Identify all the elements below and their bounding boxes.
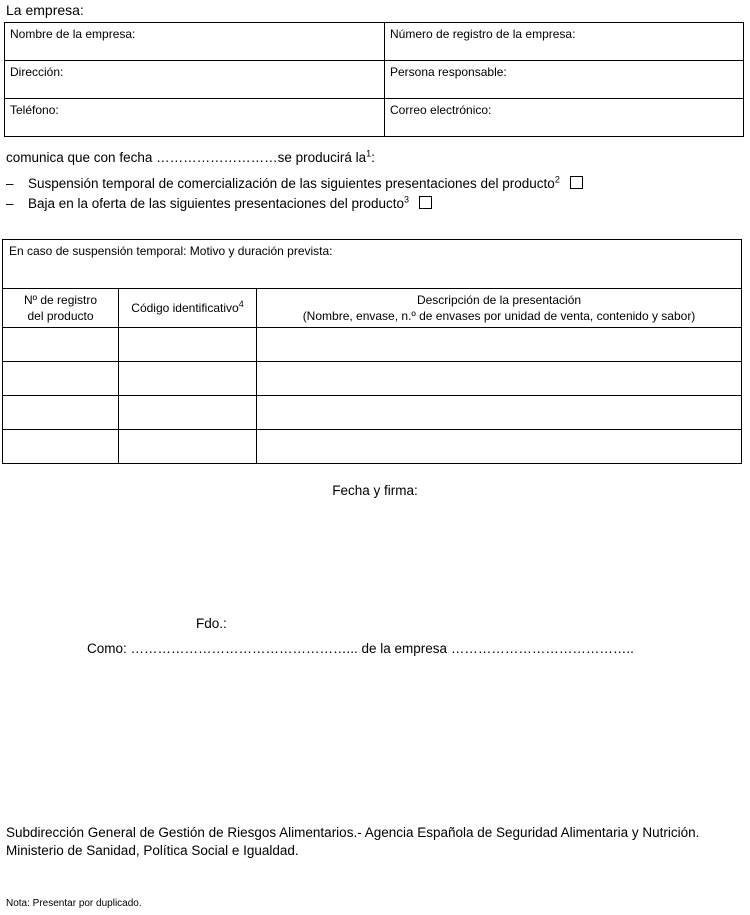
table-row: [5, 23, 744, 61]
table-row: [3, 328, 742, 362]
note-text: Nota: Presentar por duplicado.: [6, 898, 142, 909]
footer-agency: Subdirección General de Gestión de Riesgos Alimentarios.- Agencia Española de Seguridad Alimentaria y Nutrición.: [6, 825, 700, 840]
registro-cell[interactable]: [3, 328, 119, 362]
header-descripcion-line1: Descripción de la presentación: [416, 293, 582, 307]
date-signature-label: Fecha y firma:: [332, 483, 418, 498]
registro-cell[interactable]: [3, 362, 119, 396]
codigo-cell[interactable]: [119, 362, 257, 396]
table-row: [3, 240, 742, 289]
signed-by-label: Fdo.:: [196, 616, 227, 631]
header-codigo: [119, 289, 257, 328]
descripcion-cell[interactable]: [257, 328, 742, 362]
codigo-cell[interactable]: [119, 430, 257, 464]
registro-cell[interactable]: [3, 430, 119, 464]
option-dash: –: [6, 176, 14, 191]
email-field[interactable]: Correo electrónico:: [385, 99, 744, 137]
baja-checkbox[interactable]: [419, 196, 432, 209]
section-heading: La empresa:: [6, 2, 84, 18]
option-baja: [6, 196, 432, 211]
registro-cell[interactable]: [3, 396, 119, 430]
codigo-cell[interactable]: [119, 396, 257, 430]
header-descripcion: [257, 289, 742, 328]
table-row: [5, 61, 744, 99]
responsible-person-field[interactable]: Persona responsable:: [385, 61, 744, 99]
header-registro: [3, 289, 119, 328]
header-registro-line2: del producto: [27, 309, 94, 323]
statement-text: comunica que con fecha ………………………se producirá la: [6, 150, 367, 165]
address-field[interactable]: Dirección:: [5, 61, 385, 99]
option-label: Suspensión temporal de comercialización de las siguientes presentaciones del producto: [28, 176, 555, 191]
footnote-marker: 1: [366, 148, 372, 159]
company-name-field[interactable]: Nombre de la empresa:: [5, 23, 385, 61]
header-registro-line1: Nº de registro: [23, 293, 98, 307]
descripcion-cell[interactable]: [257, 362, 742, 396]
codigo-cell[interactable]: [119, 328, 257, 362]
footnote-marker: 2: [554, 174, 560, 185]
company-registration-field[interactable]: Número de registro de la empresa:: [385, 23, 744, 61]
statement-suffix: :: [371, 150, 375, 165]
footnote-marker: 3: [404, 194, 410, 205]
role-line[interactable]: Como: …………………………………………... de la empresa …………………………………..: [87, 641, 634, 656]
table-row: [3, 362, 742, 396]
option-suspension: [6, 176, 583, 191]
table-row: [3, 396, 742, 430]
table-header-row: [3, 289, 742, 328]
table-row: [5, 99, 744, 137]
header-codigo-label: Código identificativo: [131, 301, 239, 315]
company-info-table: [4, 22, 744, 137]
descripcion-cell[interactable]: [257, 430, 742, 464]
descripcion-cell[interactable]: [257, 396, 742, 430]
header-descripcion-line2: (Nombre, envase, n.º de envases por unidad de venta, contenido y sabor): [302, 309, 696, 323]
option-label: Baja en la oferta de las siguientes presentaciones del producto: [28, 196, 404, 211]
footnote-marker: 4: [238, 299, 244, 309]
suspension-checkbox[interactable]: [570, 176, 583, 189]
table-row: [3, 430, 742, 464]
option-dash: –: [6, 196, 14, 211]
suspension-reason-field[interactable]: En caso de suspensión temporal: Motivo y duración prevista:: [3, 240, 742, 289]
statement-line: [6, 150, 375, 165]
footer-ministry: Ministerio de Sanidad, Política Social e Igualdad.: [6, 843, 299, 858]
phone-field[interactable]: Teléfono:: [5, 99, 385, 137]
product-detail-table: [2, 239, 742, 464]
